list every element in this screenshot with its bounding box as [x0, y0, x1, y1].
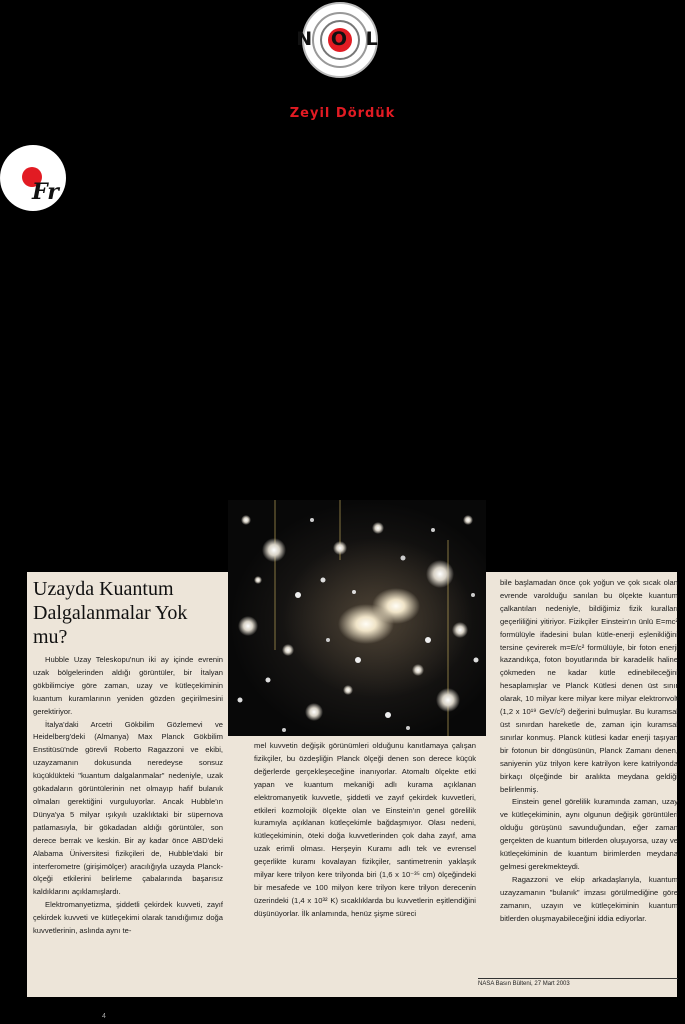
article-paragraph: Hubble Uzay Teleskopu'nun iki ay içinde evrenin uzak bölgelerinden aldığı görüntüler, bir İtalyan gökbilimciye göre zaman, uzay ve kütleçekiminin kuantum kuramlarının yeniden gözden geçirilmesini gerektiriyor. — [33, 655, 223, 716]
section-icon — [0, 145, 66, 211]
article-title: Uzayda Kuantum Dalgalanmalar Yok mu? — [33, 578, 188, 648]
galaxy-cluster-photo — [228, 500, 486, 736]
article-paragraph: Einstein genel görelilik kuramında zaman, uzay ve kütleçekiminin, aynı olgunun değişik görüntüleri olduğu görüşünü savunduğundan, eğer zaman gerçekten de kuantum bitlerden oluşuyorsa, uzay ve kütleçekiminin de kuantum birimlerden meydana gelmesi gerekmekteydi. — [500, 797, 678, 871]
logo-text: N O L — [296, 28, 384, 50]
section-subtitle: Zeyil Dördük — [289, 106, 396, 121]
article-paragraph: Ragazzoni ve ekip arkadaşlarıyla, kuantum uzayzamanın "bulanık" imzası görülmediğine göre zamanın, uzayın ve kütleçekiminin kuantum bitlerden oluşmayabileceğini iddia ediyorlar. — [500, 874, 678, 923]
article-paragraph: bile başlamadan önce çok yoğun ve çok sıcak olan evrende varolduğu sanılan bu ölçekte kuantum çalkantıları nedeniyle, bildiğimiz fizik kuralları geçerliliğini yitiriyor. Fizikçiler Einstein'ın ünlü E=mc² formülüyle ifadesini bulan kütle-enerji eşlenikliğini tersine çevirerek m=E/c² formülüyle, bir foton enerji kazandıkça, foton boyutlarında bir karadelik haline çökmeden ne kadar kütle edinebileceğini hesaplamışlar ve Planck Kütlesi denen üst sınır olarak, 10 milyar kere milyar kere milyar elektronvolt (1,2 x 10¹⁹ GeV/c²) değerini bulmuşlar. Bu kuramsal üst sınırdan hareketle de, zaman için kuramsal sınırlar konmuş. Planck kütlesi kadar enerji taşıyan bir fotonun bir döngüsünün, Planck Zamanı denen, saniyenin yüz trilyon kere katrilyon kere katrilyonda birkaçı ölçeğinde bir aralıkta meydana geldiği belirlenmiş. — [500, 578, 678, 794]
article-paragraph: mel kuvvetin değişik görünümleri olduğunu kanıtlamaya çalışan fizikçiler, bu özdeşliğin Planck ölçeği denen son derece küçük değerlerde gerçekleşeceğine inanıyorlar. Atomaltı ölçekte etki yapan ve kuantum mekaniği adlı kurama açıklanan elektromanyetik kuvvetle, şiddetli ve zayıf çekirdek kuvvetleri, etkileri kozmolojik ölçekte olan ve Einstein'ın genel görelilik kuramıyla açıklanan kütleçekimle bağdaşmıyor. Olası nedeni, kütleçekiminin, öteki doğa kuvvetlerinden çok daha zayıf, ama uzak erimli olması. Herşeyin Kuramı adlı tek ve evrensel geçerlikte kuramı kovalayan fizikçiler, santimetrenin yaklaşık milyar kere trilyon kere trilyonda biri (1,6 x 10⁻³⁵ cm) ölçeğindeki bir mesafede ve 100 milyon kere trilyon kere trilyon derecenin üzerindeki (1,4 x 10³² K) sıcaklıklarda bu kuvvetlerin eşitlendiğini düşünüyorlar. İlk anlamında, henüz şişme süreci — [254, 741, 476, 918]
article-paragraph: Elektromanyetizma, şiddetli çekirdek kuvveti, zayıf çekirdek kuvveti ve kütleçekimi olarak tanıdığımız doğa kuvvetlerinin, aslında aynı te- — [33, 900, 223, 936]
article-column-3 — [500, 577, 678, 925]
magazine-logo — [290, 2, 390, 74]
source-credit: NASA Basın Bülteni, 27 Mart 2003 — [478, 978, 678, 987]
article-column-1 — [33, 654, 223, 938]
section-icon-mark: Fr — [32, 179, 59, 205]
article-paragraph: İtalya'daki Arcetri Gökbilim Gözlemevi ve Heidelberg'deki (Almanya) Max Planck Gökbilim Enstitüsü'nde görevli Roberto Ragazzoni ve ekibi, uzayzamanın dokusunda neredeyse sonsuz küçüklükteki "kuantum dalgalanmalar" nedeniyle, uzak gökadaların görüntülerinin net olmayıp hafif bulanık olmaları gerektiğini vurguluyorlar. Ancak Hubble'ın Dünya'ya 5 milyar ışıkyılı uzaklıktaki bir süpernova patlamasıyla, bir gökadadan aldığı görüntüler, son derece berrak ve keskin. Bir ay kadar önce ABD'deki Alabama Üniversitesi fizikçileri de, Hubble'daki bir interferometre (girişimölçer) aracılığıyla uzayda Planck-ölçeği etkilerini belirleme çabalarında başarısız kaldıklarını açıklamışlardı. — [33, 719, 223, 897]
article-column-2 — [254, 740, 476, 921]
page-number: 4 — [102, 1013, 106, 1020]
